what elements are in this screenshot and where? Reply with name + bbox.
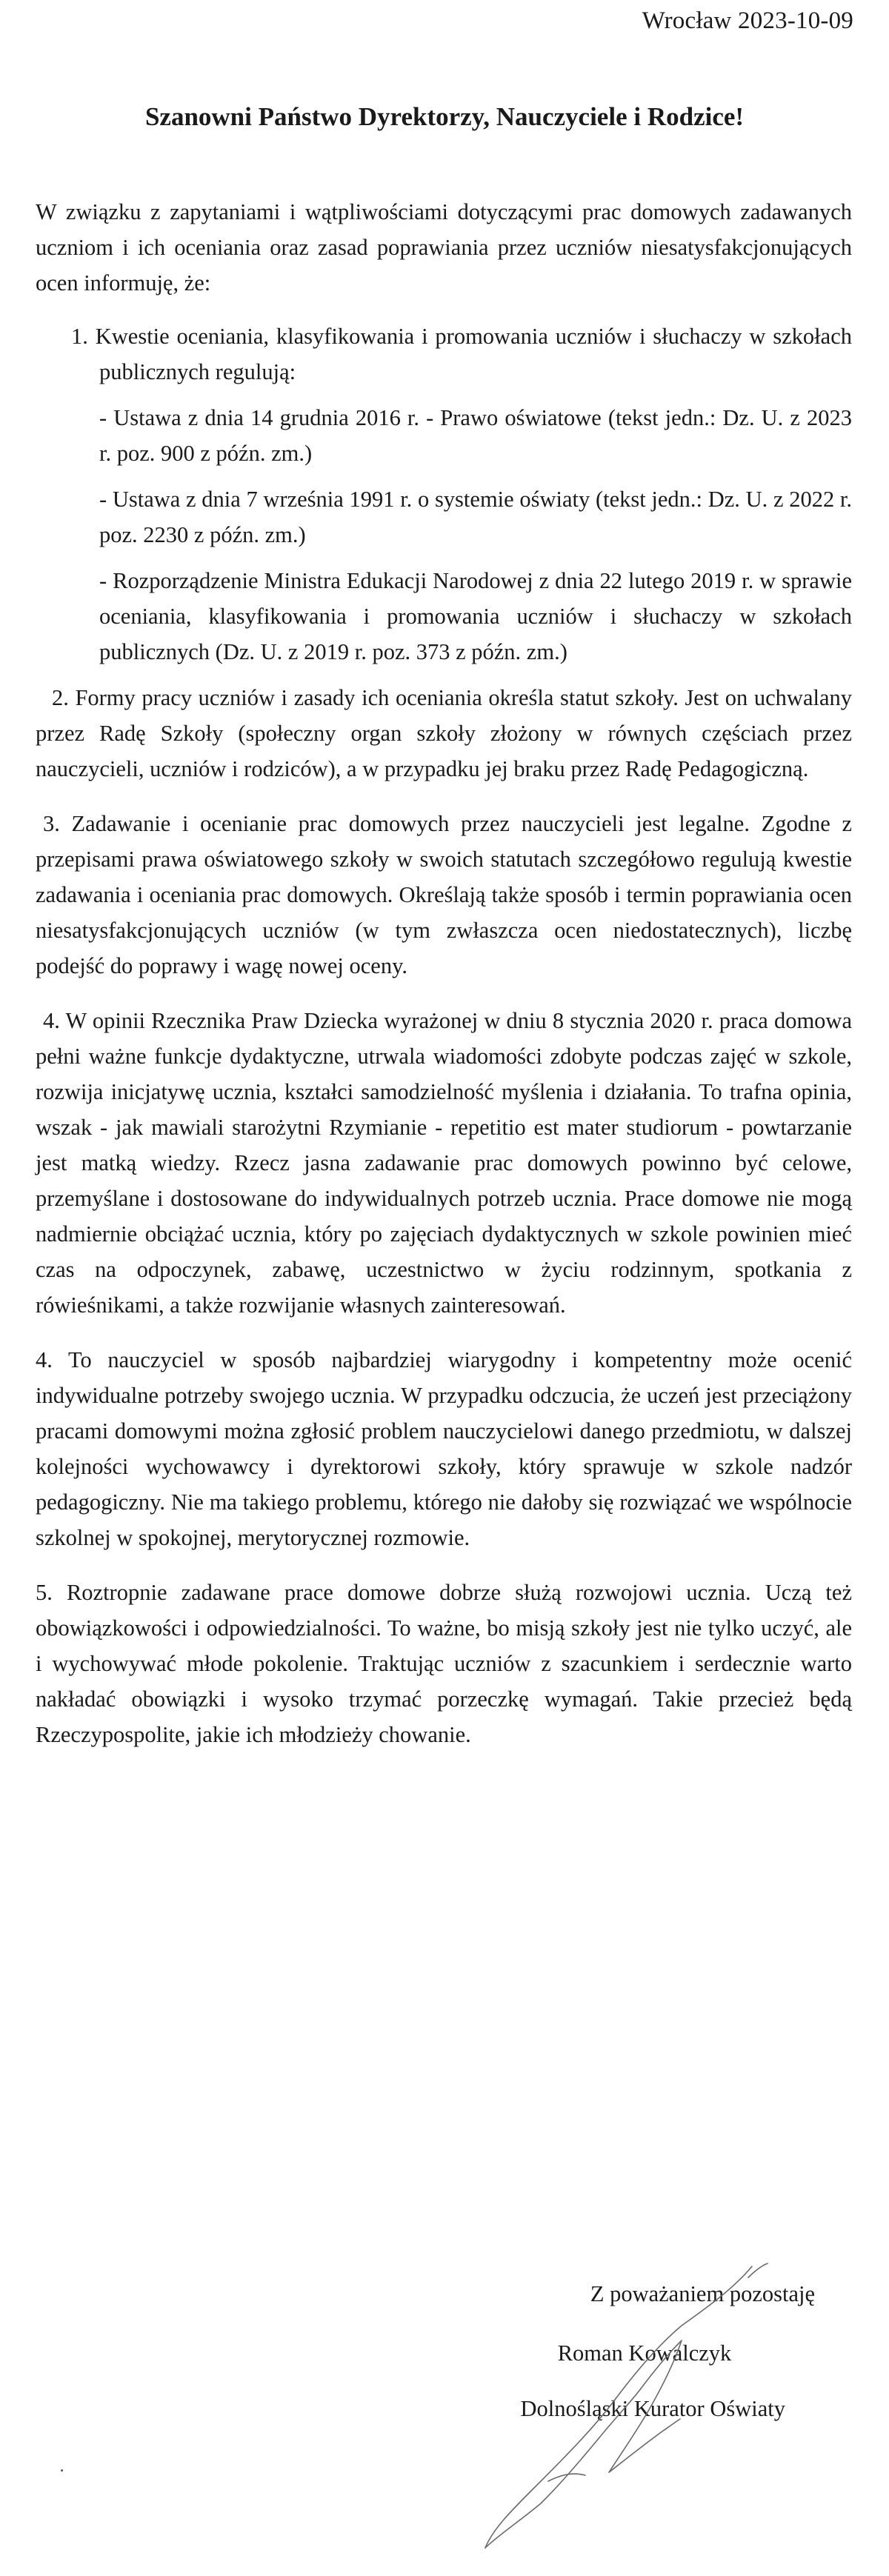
handwritten-signature [415, 2237, 785, 2563]
item-3-paragraph: 3. Zadawanie i ocenianie prac domowych przez nauczycieli jest legalne. Zgodne z przepisami prawa oświatowego szkoły w swoich statutach szczegółowo regulują kwestie zadawania i oceniania prac domowych. Określają także sposób i termin poprawiania ocen niesatysfakcjonujących uczniów (w tym zwłaszcza ocen niedostatecznych), liczbę podejść do poprawy i wagę nowej oceny. [36, 811, 852, 978]
closing-regards: Z poważaniem pozostaję [590, 2281, 815, 2306]
signatory-name: Roman Kowalczyk [557, 2340, 732, 2366]
item-4-paragraph: 4. W opinii Rzecznika Praw Dziecka wyrażonej w dniu 8 stycznia 2020 r. praca domowa pełni ważne funkcje dydaktyczne, utrwala wiadomości zdobyte podczas zajęć w szkole, rozwija inicjatywę ucznia, kształci samodzielność myślenia i działania. To trafna opinia, wszak - jak mawiali starożytni Rzymianie - repetitio est mater studiorum - powtarzanie jest matką wiedzy. Rzecz jasna zadawanie prac domowych powinno być celowe, przemyślane i dostosowane do indywidualnych potrzeb ucznia. Prace domowe nie mogą nadmiernie obciążać ucznia, który po zajęciach dydaktycznych w szkole powinien mieć czas na odpoczynek, zabawę, uczestnictwo w życiu rodzinnym, spotkania z rówieśnikami, a także rozwijanie własnych zainteresowań. [36, 1008, 852, 1318]
letter-date: Wrocław 2023-10-09 [642, 7, 853, 34]
salutation-heading: Szanowni Państwo Dyrektorzy, Nauczyciele i Rodzice! [144, 102, 745, 131]
scan-speck [61, 2469, 63, 2472]
signatory-title: Dolnośląski Kurator Oświaty [520, 2396, 785, 2421]
item-1-paragraph: 1. Kwestie oceniania, klasyfikowania i promowania uczniów i słuchaczy w szkołach publicznych regulują: [71, 324, 852, 384]
law-reference: - Ustawa z dnia 14 grudnia 2016 r. - Prawo oświatowe (tekst jedn.: Dz. U. z 2023 r. poz. 900 z późn. zm.) [99, 405, 852, 466]
law-reference: - Rozporządzenie Ministra Edukacji Narodowej z dnia 22 lutego 2019 r. w sprawie oceniania, klasyfikowania i promowania uczniów i słuchaczy w szkołach publicznych (Dz. U. z 2019 r. poz. 373 z późn. zm.) [99, 568, 852, 664]
intro-paragraph: W związku z zapytaniami i wątpliwościami dotyczącymi prac domowych zadawanych uczniom i ich oceniania oraz zasad poprawiania przez uczniów niesatysfakcjonujących ocen informuję, że: [36, 199, 852, 296]
law-reference: - Ustawa z dnia 7 września 1991 r. o systemie oświaty (tekst jedn.: Dz. U. z 2022 r. poz. 2230 z późn. zm.) [99, 487, 852, 547]
item-4b-paragraph: 4. To nauczyciel w sposób najbardziej wiarygodny i kompetentny może ocenić indywidualne potrzeby swojego ucznia. W przypadku odczucia, że uczeń jest przeciążony pracami domowymi można zgłosić problem nauczycielowi danego przedmiotu, w dalszej kolejności wychowawcy i dyrektorowi szkoły, który sprawuje w szkole nadzór pedagogiczny. Nie ma takiego problemu, którego nie dałoby się rozwiązać we wspólnocie szkolnej w spokojnej, merytorycznej rozmowie. [36, 1347, 852, 1550]
item-2-paragraph: 2. Formy pracy uczniów i zasady ich oceniania określa statut szkoły. Jest on uchwalany przez Radę Szkoły (społeczny organ szkoły złożony w równych częściach przez nauczycieli, uczniów i rodziców), a w przypadku jej braku przez Radę Pedagogiczną. [36, 685, 852, 781]
item-5-paragraph: 5. Roztropnie zadawane prace domowe dobrze służą rozwojowi ucznia. Uczą też obowiązkowości i odpowiedzialności. To ważne, bo misją szkoły jest nie tylko uczyć, ale i wychowywać młode pokolenie. Traktując uczniów z szacunkiem i serdecznie warto nakładać obowiązki i wysoko trzymać porzeczkę wymagań. Takie przecież będą Rzeczypospolite, jakie ich młodzieży chowanie. [36, 1580, 852, 1747]
letter-body [36, 194, 852, 1772]
